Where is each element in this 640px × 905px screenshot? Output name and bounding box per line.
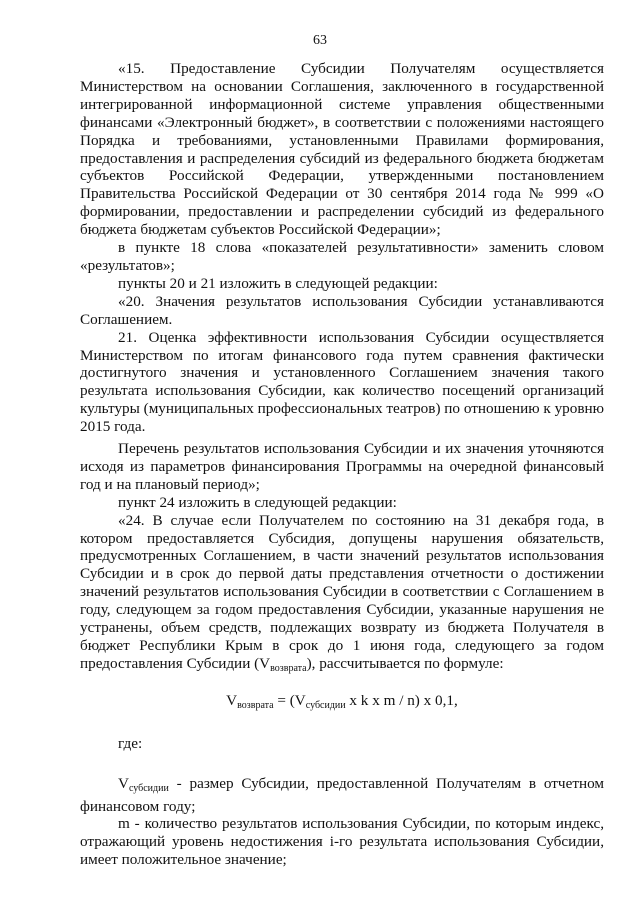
- paragraph-24-subscript: возврата: [270, 662, 307, 674]
- paragraph-punkty-20-21: пункты 20 и 21 изложить в следующей редакции:: [118, 274, 438, 292]
- document-body: [80, 60, 604, 869]
- formula-lhs-subscript: возврата: [237, 699, 274, 711]
- paragraph-24-text: «24. В случае если Получателем по состоянию на 31 декабря года, в котором предоставляется Субсидия, допущены нарушения обязательств, предусмотренных Соглашением, в части значений результатов использования Субсидии и в срок до первой даты представления отчетности о достижении значений результатов использования Субсидии в соответствии с Соглашением в году, следующем за годом предоставления Субсидии, указанные нарушения не устранены, объем средств, подлежащих возврату из бюджета Получателя в бюджет Республики Крым в срок до 1 июня года, следующего за годом предоставления Субсидии (V: [80, 511, 604, 672]
- paragraph-24: [80, 512, 604, 678]
- paragraph-punkt-24: пункт 24 изложить в следующей редакции:: [118, 493, 397, 511]
- paragraph-21: 21. Оценка эффективности использования Субсидии осуществляется Министерством по итогам финансового года путем сравнения фактически достигнутого значения и установленного Соглашением значения такого результата использования Субсидии, как количество посещений организаций культуры (муниципальных профессиональных театров) по отношению к уровню 2015 года.: [80, 328, 605, 436]
- paragraph-perechen: Перечень результатов использования Субсидии и их значения уточняются исходя из параметров финансирования Программы на очередной финансовый год и на плановый период»;: [80, 440, 604, 493]
- formula-lhs-var: V: [226, 691, 238, 709]
- formula-eq-open: = (V: [273, 691, 306, 709]
- paragraph-15: «15. Предоставление Субсидии Получателям осуществляется Министерством на основании Соглашения, заключенного в государственной интегрированной информационной системе управления общественными финансами «Электронный бюджет», в соответствии с положениями настоящего Порядка и требованиями, установленными Правилами формирования, предоставления и распределения субсидий из федерального бюджета бюджетам субъектов Российской Федерации, утвержденными постановлением Правительства Российской Федерации от 30 сентября 2014 года № 999 «О формировании, предоставлении и распределении субсидий из федерального бюджета бюджетам субъектов Российской Федерации»;: [80, 60, 604, 239]
- v-subsidii-subscript: субсидии: [128, 782, 169, 794]
- paragraph-24-end: ), рассчитывается по формуле:: [306, 654, 504, 672]
- paragraph-punkt-18: в пункте 18 слова «показателей результативности» заменить словом «результатов»;: [80, 239, 604, 274]
- paragraph-20: «20. Значения результатов использования Субсидии устанавливаются Соглашением.: [80, 292, 604, 328]
- where-label: где:: [118, 734, 143, 752]
- v-subsidii-var: V: [118, 774, 129, 792]
- formula-rhs-subscript: субсидии: [305, 699, 346, 711]
- paragraph-v-subsidii: [80, 775, 604, 816]
- paragraph-m-definition: m - количество результатов использования Субсидии, по которым индекс, отражающий уровень недостижения i-го результата использования Субсидии, имеет положительное значение;: [80, 815, 604, 869]
- refund-formula: [80, 692, 604, 715]
- v-subsidii-text: - размер Субсидии, предоставленной Получателям в отчетном финансовом году;: [80, 774, 604, 815]
- page-number: 63: [313, 33, 327, 48]
- formula-rhs-rest: x k x m / n) x 0,1,: [345, 691, 458, 709]
